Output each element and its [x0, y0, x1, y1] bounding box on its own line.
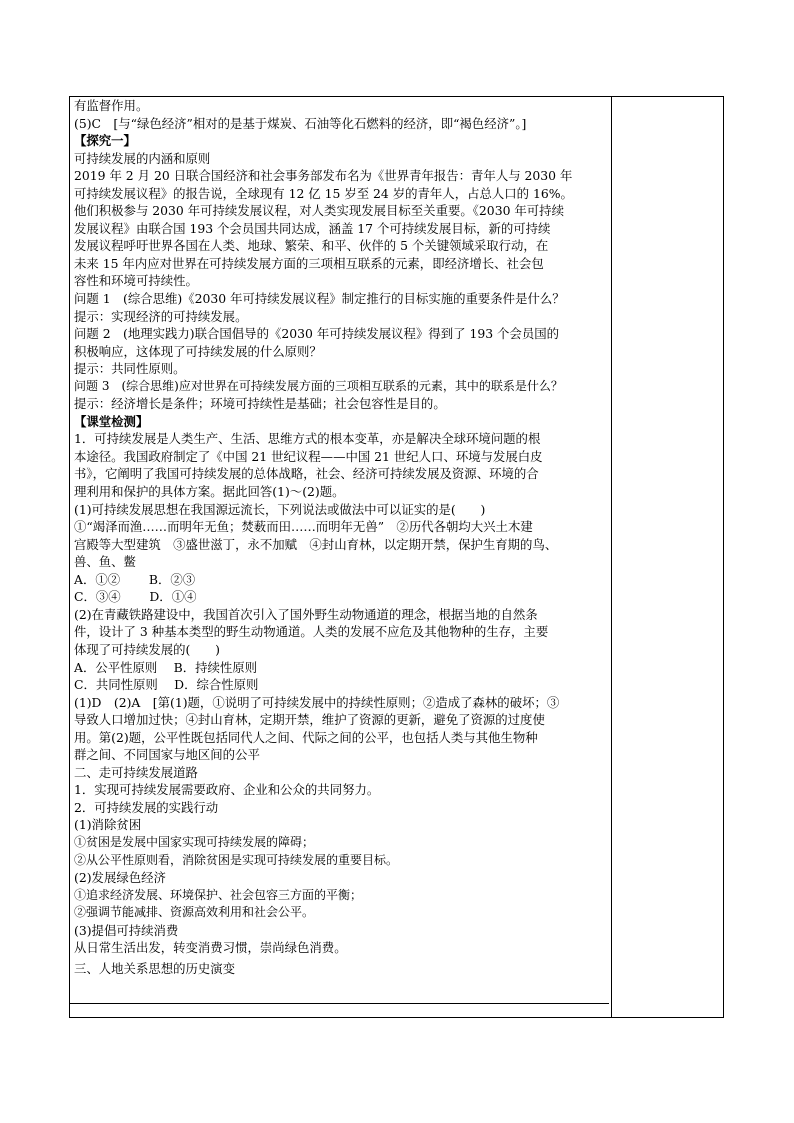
text-line: 积极响应，这体现了可持续发展的什么原则？ — [74, 343, 322, 359]
main-cell — [74, 97, 608, 977]
text-line: 群之间、不同国家与地区间的公平 — [74, 747, 260, 763]
text-line: ②强调节能减排、资源高效利用和社会公平。 — [74, 905, 315, 920]
section-heading: 【探究一】 — [74, 133, 136, 149]
text-line: (5)C [与“绿色经济”相对的是基于煤炭、石油等化石燃料的经济，即“褐色经济”。] — [74, 115, 527, 131]
text-line: 从日常生活出发，转变消费习惯，崇尚绿色消费。 — [74, 940, 347, 956]
text-line: 提示：经济增长是条件；环境可持续性是基础；社会包容性是目的。 — [74, 396, 446, 412]
text-line: (2)发展绿色经济 — [74, 870, 166, 886]
text-line: 发展议程呼吁世界各国在人类、地球、繁荣、和平、伙伴的 5 个关键领域采取行动，在 — [74, 238, 549, 254]
text-line: 提示：实现经济的可持续发展。 — [74, 308, 248, 324]
text-line: 兽、鱼、鳖 — [74, 554, 136, 570]
text-line: 有监督作用。 — [74, 98, 149, 113]
text-line: ①追求经济发展、环境保护、社会包容三方面的平衡； — [74, 887, 363, 902]
column-divider — [611, 97, 612, 1017]
text-line: 1．可持续发展是人类生产、生活、思维方式的根本变革，亦是解决全球环境问题的根 — [74, 431, 541, 447]
text-line: (3)提倡可持续消费 — [74, 922, 179, 938]
text-line: (1)消除贫困 — [74, 817, 142, 833]
text-line: 可持续发展的内涵和原则 — [74, 150, 211, 166]
text-line: 体现了可持续发展的( ) — [74, 641, 220, 657]
text-line: 问题 1 (综合思维)《2030 年可持续发展议程》制定推行的目标实施的重要条件是什么？ — [74, 291, 565, 307]
text-line: 提示：共同性原则。 — [74, 361, 186, 377]
row-divider — [70, 1003, 609, 1004]
text-line: 书》，它阐明了我国可持续发展的总体战略，社会、经济可持续发展及资源、环境的合 — [74, 466, 539, 482]
text-line: (1)D (2)A [第(1)题，①说明了可持续发展中的持续性原则；②造成了森林的破坏；③ — [74, 694, 560, 710]
text-line: 未来 15 年内应对世界在可持续发展方面的三项相互联系的元素，即经济增长、社会包 — [74, 255, 544, 271]
text-line: C．③④ D．①④ — [74, 589, 197, 605]
text-line: A．公平性原则 B．持续性原则 — [74, 659, 258, 675]
text-line: 2．可持续发展的实践行动 — [74, 799, 219, 815]
text-line: 件，设计了 3 种基本类型的野生动物通道。人类的发展不应危及其他物种的生存，主要 — [74, 624, 549, 640]
text-line: 导致人口增加过快；④封山育林，定期开禁，维护了资源的更新，避免了资源的过度使 — [74, 712, 545, 728]
text-line: A．①② B．②③ — [74, 571, 196, 587]
section-heading: 【课堂检测】 — [74, 413, 149, 429]
lesson-table — [69, 96, 724, 1018]
text-line: (2)在青藏铁路建设中，我国首次引入了国外野生动物通道的理念，根据当地的自然条 — [74, 606, 538, 622]
text-line: ②从公平性原则看，消除贫困是实现可持续发展的重要目标。 — [74, 852, 399, 867]
text-line: (1)可持续发展思想在我国源远流长，下列说法或做法中可以证实的是( ) — [74, 501, 486, 517]
text-line: 问题 3 (综合思维)应对世界在可持续发展方面的三项相互联系的元素，其中的联系是什么？ — [74, 378, 563, 393]
text-line: 可持续发展议程》的报告说，全球现有 12 亿 15 岁至 24 岁的青年人，占总人口的 16%。 — [74, 185, 573, 201]
text-line: 发展议程》由联合国 193 个会员国共同达成，涵盖 17 个可持续发展目标，新的可持续 — [74, 220, 551, 236]
text-line: ①贫困是发展中国家实现可持续发展的障碍； — [74, 834, 315, 849]
text-line: 2019 年 2 月 20 日联合国经济和社会事务部发布名为《世界青年报告：青年人与 2030 年 — [74, 168, 573, 184]
text-line: 问题 2 (地理实践力)联合国倡导的《2030 年可持续发展议程》得到了 193 个会员国的 — [74, 326, 559, 342]
text-line: ①“竭泽而渔……而明年无鱼；焚薮而田……而明年无兽” ②历代各朝均大兴土木建 — [74, 519, 533, 535]
text-line: 二、走可持续发展道路 — [74, 764, 198, 780]
text-line: 理利用和保护的具体方案。据此回答(1)～(2)题。 — [74, 484, 345, 500]
text-line: 三、人地关系思想的历史演变 — [74, 960, 236, 976]
text-line: C．共同性原则 D．综合性原则 — [74, 677, 259, 693]
text-line: 宫殿等大型建筑 ③盛世滋丁，永不加赋 ④封山育林，以定期开禁，保护生育期的鸟、 — [74, 536, 558, 552]
text-line: 他们积极参与 2030 年可持续发展议程，对人类实现发展目标至关重要。《2030 年可持续 — [74, 203, 564, 219]
text-line: 1．实现可持续发展需要政府、企业和公众的共同努力。 — [74, 782, 380, 798]
text-line: 本途径。我国政府制定了《中国 21 世纪议程——中国 21 世纪人口、环境与发展白皮 — [74, 448, 543, 464]
text-line: 用。第(2)题，公平性既包括同代人之间、代际之间的公平，也包括人类与其他生物种 — [74, 729, 538, 745]
text-line: 容性和环境可持续性。 — [74, 273, 198, 289]
